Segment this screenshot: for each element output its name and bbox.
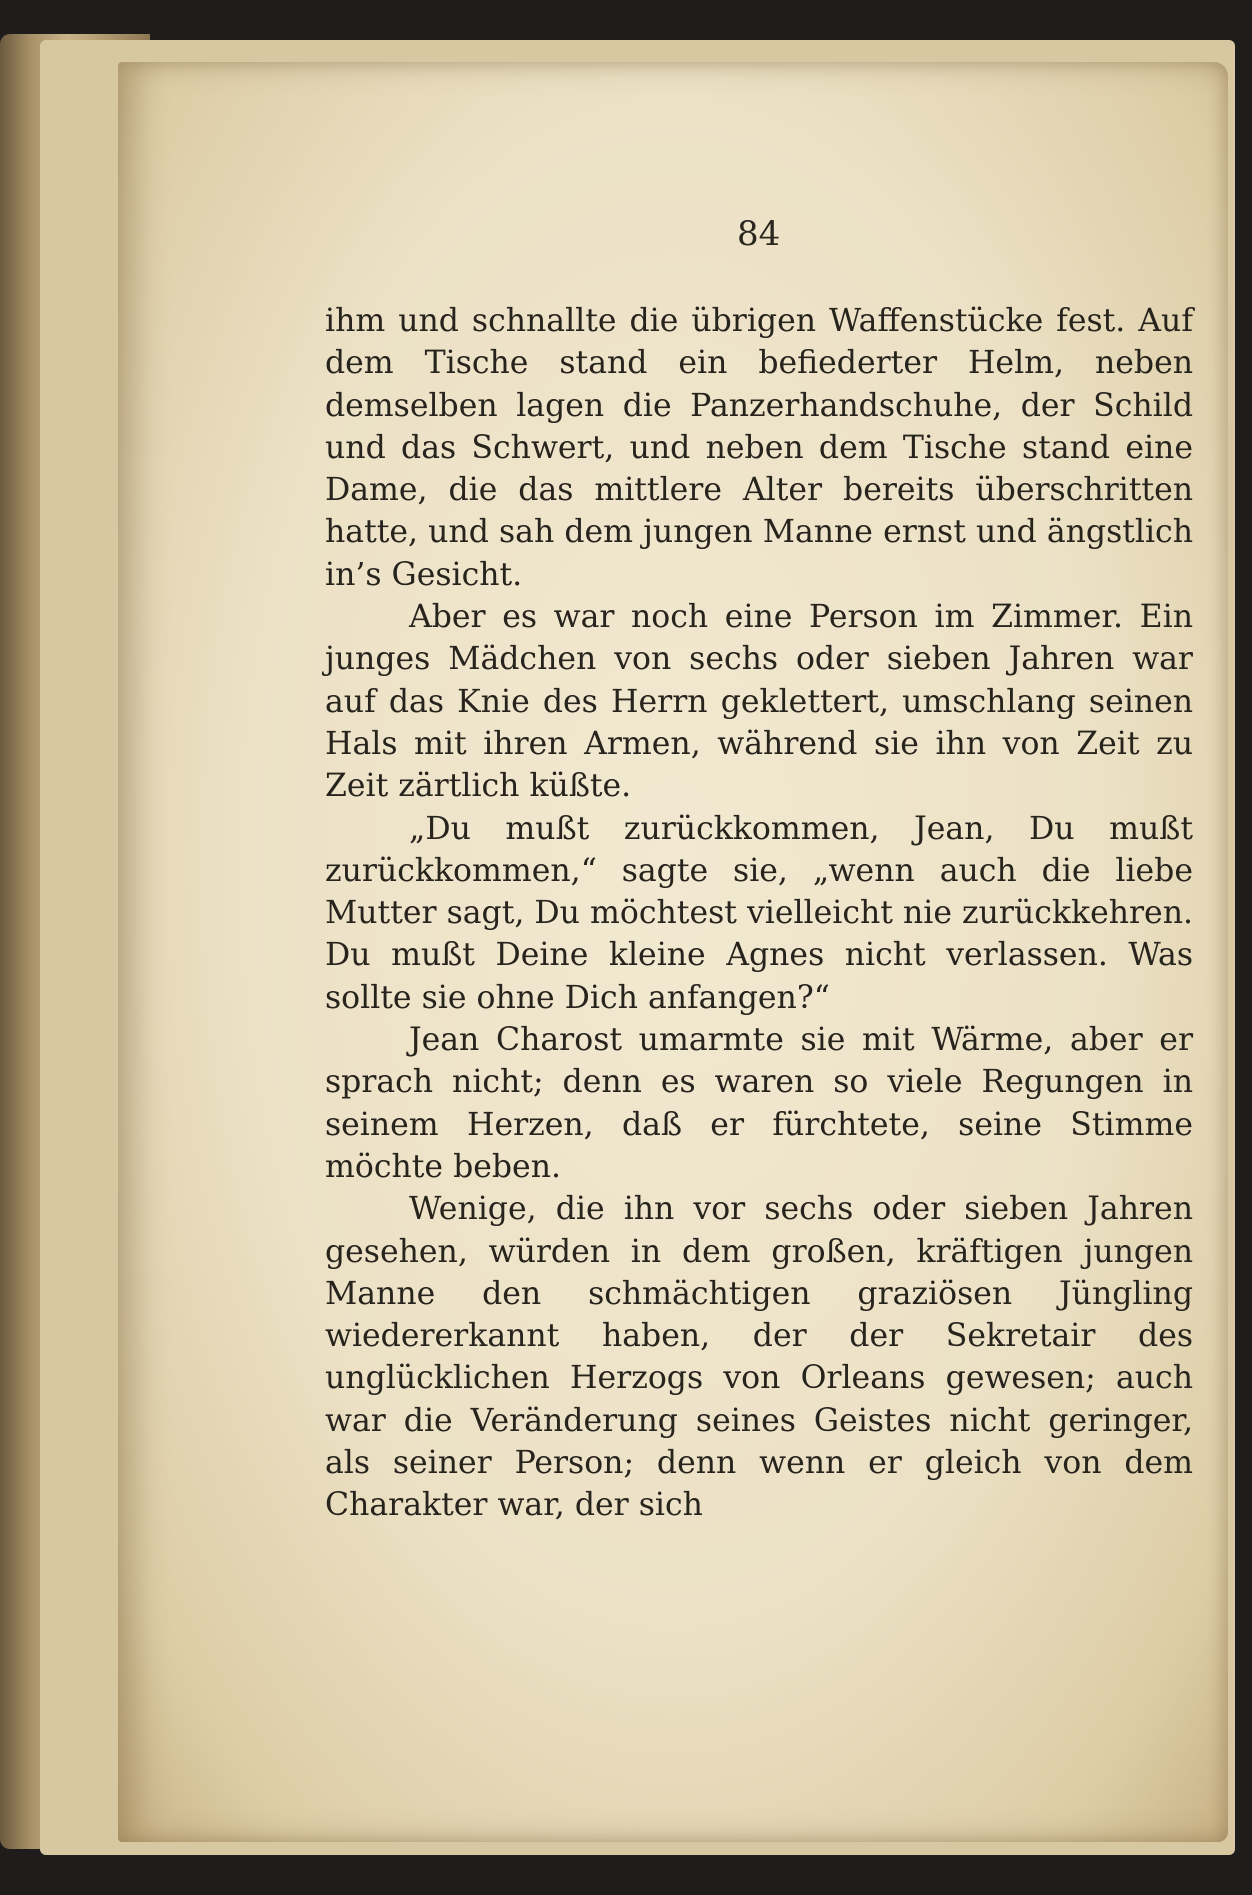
body-text	[325, 300, 1193, 1527]
paragraph-2: Aber es war noch eine Person im Zimmer. Ein junges Mädchen von sechs oder sieben Jahren war auf das Knie des Herrn geklettert, umschlang seinen Hals mit ihren Armen, während sie ihn von Zeit zu Zeit zärtlich küßte.	[325, 599, 1193, 805]
paragraph-3: „Du mußt zurückkommen, Jean, Du mußt zurückkommen,“ sagte sie, „wenn auch die liebe Mutter sagt, Du möchtest vielleicht nie zurückkehren. Du mußt Deine kleine Agnes nicht verlassen. Was sollte sie ohne Dich anfangen?“	[325, 810, 1193, 1016]
paragraph-1: ihm und schnallte die übrigen Waffenstücke fest. Auf dem Tische stand ein befiederter Helm, neben demselben lagen die Panzerhandschuhe, der Schild und das Schwert, und neben dem Tische stand eine Dame, die das mittlere Alter bereits überschritten hatte, und sah dem jungen Manne ernst und ängstlich in’s Gesicht.	[325, 303, 1193, 593]
page-number: 84	[737, 214, 781, 254]
paragraph-4: Jean Charost umarmte sie mit Wärme, aber er sprach nicht; denn es waren so viele Regungen in seinem Herzen, daß er fürchtete, seine Stimme möchte beben.	[325, 1022, 1193, 1185]
paragraph-5: Wenige, die ihn vor sechs oder sieben Jahren gesehen, würden in dem großen, kräftigen jungen Manne den schmächtigen graziösen Jüngling wiedererkannt haben, der der Sekretair des unglücklichen Herzogs von Orleans gewesen; auch war die Veränderung seines Geistes nicht geringer, als seiner Person; denn wenn er gleich von dem Charakter war, der sich	[325, 1191, 1193, 1524]
